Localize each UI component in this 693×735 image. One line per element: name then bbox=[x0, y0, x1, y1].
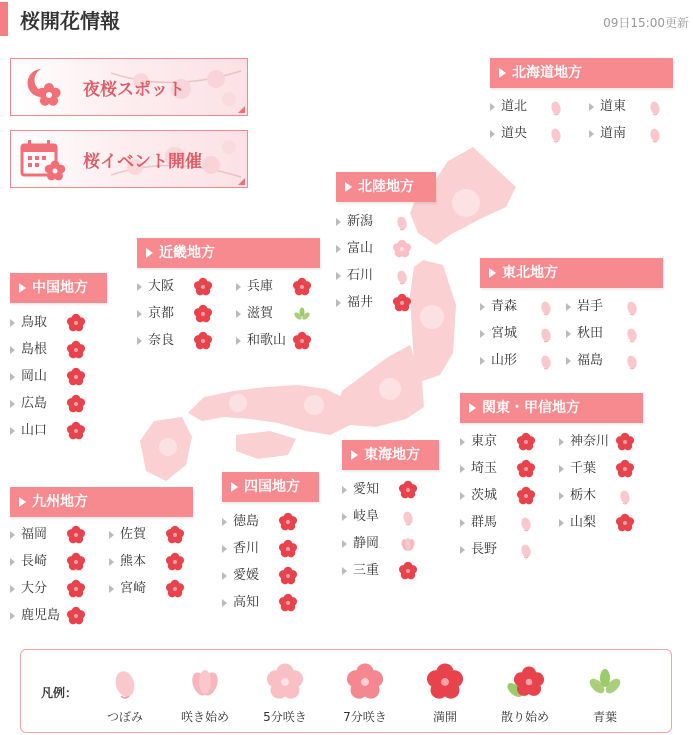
bud-sakura-icon bbox=[392, 212, 412, 232]
bud-sakura-icon bbox=[645, 124, 665, 144]
bloom-status-full bbox=[165, 579, 185, 599]
pref-name: 福島 bbox=[577, 353, 604, 368]
triangle-bullet-icon bbox=[460, 438, 465, 446]
pref-name: 広島 bbox=[21, 396, 48, 411]
bud-sakura-icon bbox=[105, 662, 145, 702]
triangle-bullet-icon bbox=[460, 465, 465, 473]
bloom-status-greenery bbox=[292, 304, 312, 324]
bloom-status-bud bbox=[516, 540, 536, 560]
pref-name: 群馬 bbox=[471, 515, 498, 530]
pref-item-栃木[interactable] bbox=[559, 485, 649, 507]
pref-name: 栃木 bbox=[570, 488, 597, 503]
bud-sakura-icon bbox=[536, 324, 556, 344]
bloom-status-full bbox=[66, 579, 86, 599]
pref-item-茨城[interactable] bbox=[460, 485, 550, 507]
bloom-status-bud bbox=[622, 351, 642, 371]
bloom-status-bud bbox=[516, 513, 536, 533]
bloom-status-start bbox=[398, 534, 418, 554]
triangle-bullet-icon bbox=[589, 103, 594, 111]
full-sakura-icon bbox=[66, 552, 86, 572]
pref-item-山口[interactable] bbox=[10, 420, 100, 442]
pref-name: 長野 bbox=[471, 542, 498, 557]
bloom-status-full bbox=[398, 561, 418, 581]
triangle-bullet-icon bbox=[10, 319, 15, 327]
triangle-bullet-icon bbox=[222, 572, 227, 580]
bloom-status-full bbox=[193, 331, 213, 351]
pref-name: 愛知 bbox=[353, 482, 380, 497]
pref-name: 和歌山 bbox=[247, 333, 287, 348]
pref-name: 宮城 bbox=[491, 326, 518, 341]
bloom-status-full bbox=[615, 459, 635, 479]
pref-item-香川[interactable] bbox=[222, 538, 312, 560]
region-header-tokai: 東海地方 bbox=[342, 440, 439, 470]
pref-name: 長崎 bbox=[21, 554, 48, 569]
full-sakura-icon bbox=[66, 606, 86, 626]
pref-name: 道東 bbox=[600, 99, 627, 114]
pref-name: 道南 bbox=[600, 126, 627, 141]
pref-item-奈良[interactable] bbox=[137, 330, 227, 352]
legend-item-seven bbox=[327, 658, 403, 728]
bloom-status-full bbox=[278, 539, 298, 559]
pref-item-富山[interactable] bbox=[336, 238, 426, 260]
bloom-status-full bbox=[66, 340, 86, 360]
triangle-bullet-icon bbox=[222, 599, 227, 607]
legend-item-half bbox=[247, 658, 323, 728]
triangle-bullet-icon bbox=[137, 310, 142, 318]
pref-item-長崎[interactable] bbox=[10, 551, 100, 573]
pref-item-京都[interactable] bbox=[137, 303, 227, 325]
triangle-bullet-icon bbox=[137, 283, 142, 291]
moon-sakura-icon bbox=[19, 65, 67, 111]
pref-name: 石川 bbox=[347, 268, 374, 283]
full-sakura-icon bbox=[193, 304, 213, 324]
triangle-bullet-icon bbox=[336, 272, 341, 280]
page-title: 桜開花情報 bbox=[20, 9, 120, 33]
bloom-status-full bbox=[392, 293, 412, 313]
triangle-bullet-icon bbox=[566, 357, 571, 365]
pref-name: 奈良 bbox=[148, 333, 175, 348]
bloom-status-full bbox=[278, 593, 298, 613]
triangle-bullet-icon bbox=[10, 373, 15, 381]
pref-name: 鳥取 bbox=[21, 315, 48, 330]
night-sakura-spot-button[interactable] bbox=[10, 58, 248, 116]
page-header bbox=[0, 0, 693, 38]
bloom-status-bud bbox=[392, 266, 412, 286]
full-sakura-icon bbox=[193, 331, 213, 351]
bloom-status-full bbox=[398, 480, 418, 500]
full-sakura-icon bbox=[615, 513, 635, 533]
pref-item-道央[interactable] bbox=[490, 123, 580, 145]
bloom-status-full bbox=[66, 606, 86, 626]
bud-sakura-icon bbox=[622, 324, 642, 344]
legend-label: 咲き始め bbox=[180, 710, 229, 724]
triangle-bullet-icon bbox=[137, 337, 142, 345]
pref-item-鳥取[interactable] bbox=[10, 312, 100, 334]
corner-arrow-icon bbox=[238, 106, 245, 113]
bloom-status-bud bbox=[645, 124, 665, 144]
bud-sakura-icon bbox=[516, 513, 536, 533]
promo-label: 夜桜スポット bbox=[83, 80, 185, 100]
pref-name: 茨城 bbox=[471, 488, 498, 503]
triangle-bullet-icon bbox=[236, 337, 241, 345]
falling-sakura-icon bbox=[505, 662, 545, 702]
pref-name: 山形 bbox=[491, 353, 518, 368]
pref-name: 富山 bbox=[347, 241, 374, 256]
full-sakura-icon bbox=[615, 432, 635, 452]
bloom-status-full bbox=[615, 513, 635, 533]
triangle-bullet-icon bbox=[342, 567, 347, 575]
pref-item-島根[interactable] bbox=[10, 339, 100, 361]
half-sakura-icon bbox=[392, 239, 412, 259]
bud-sakura-icon bbox=[392, 266, 412, 286]
pref-name: 静岡 bbox=[353, 536, 380, 551]
triangle-bullet-icon bbox=[480, 303, 485, 311]
bloom-status-full bbox=[292, 331, 312, 351]
bloom-status-full bbox=[165, 525, 185, 545]
triangle-bullet-icon bbox=[336, 245, 341, 253]
bloom-status-bud bbox=[536, 297, 556, 317]
triangle-bullet-icon bbox=[480, 357, 485, 365]
pref-name: 香川 bbox=[233, 541, 260, 556]
bloom-status-bud bbox=[546, 124, 566, 144]
region-header-hokuriku: 北陸地方 bbox=[336, 172, 436, 202]
triangle-bullet-icon bbox=[566, 330, 571, 338]
pref-name: 徳島 bbox=[233, 514, 260, 529]
bloom-status-full bbox=[66, 367, 86, 387]
pref-name: 高知 bbox=[233, 595, 260, 610]
pref-name: 山口 bbox=[21, 423, 48, 438]
legend-label: 5分咲き bbox=[263, 710, 307, 724]
updated-timestamp: 09日15:00更新 bbox=[603, 16, 689, 30]
triangle-bullet-icon bbox=[342, 513, 347, 521]
full-sakura-icon bbox=[292, 331, 312, 351]
pref-name: 宮崎 bbox=[120, 581, 147, 596]
pref-item-福井[interactable] bbox=[336, 292, 426, 314]
pref-item-埼玉[interactable] bbox=[460, 458, 550, 480]
pref-item-広島[interactable] bbox=[10, 393, 100, 415]
pref-name: 秋田 bbox=[577, 326, 604, 341]
full-sakura-icon bbox=[66, 313, 86, 333]
region-header-kanto: 関東・甲信地方 bbox=[460, 393, 643, 423]
pref-item-岡山[interactable] bbox=[10, 366, 100, 388]
pref-item-青森[interactable] bbox=[480, 296, 570, 318]
triangle-bullet-icon bbox=[222, 545, 227, 553]
bloom-status-bud bbox=[645, 97, 665, 117]
pref-item-岐阜[interactable] bbox=[342, 506, 432, 528]
triangle-bullet-icon bbox=[222, 518, 227, 526]
pref-name: 滋賀 bbox=[247, 306, 274, 321]
bloom-status-full bbox=[66, 313, 86, 333]
pref-name: 青森 bbox=[491, 299, 518, 314]
full-sakura-icon bbox=[66, 525, 86, 545]
bloom-status-full bbox=[165, 552, 185, 572]
pref-item-道南[interactable] bbox=[589, 123, 679, 145]
header-accent-bar bbox=[0, 2, 8, 36]
triangle-bullet-icon bbox=[236, 310, 241, 318]
pref-name: 埼玉 bbox=[471, 461, 498, 476]
bloom-status-full bbox=[615, 432, 635, 452]
bloom-status-full bbox=[66, 394, 86, 414]
pref-item-秋田[interactable] bbox=[566, 323, 656, 345]
full-sakura-icon bbox=[615, 459, 635, 479]
greenery-sakura-icon bbox=[585, 662, 625, 702]
full-sakura-icon bbox=[398, 480, 418, 500]
start-sakura-icon bbox=[398, 534, 418, 554]
pref-item-福岡[interactable] bbox=[10, 524, 100, 546]
full-sakura-icon bbox=[278, 566, 298, 586]
pref-item-宮崎[interactable] bbox=[109, 578, 199, 600]
pref-item-滋賀[interactable] bbox=[236, 303, 326, 325]
promo-label: 桜イベント開催 bbox=[83, 152, 202, 172]
full-sakura-icon bbox=[392, 293, 412, 313]
triangle-bullet-icon bbox=[109, 558, 114, 566]
bud-sakura-icon bbox=[645, 97, 665, 117]
bud-sakura-icon bbox=[536, 351, 556, 371]
pref-item-東京[interactable] bbox=[460, 431, 550, 453]
pref-name: 福岡 bbox=[21, 527, 48, 542]
region-header-kyushu: 九州地方 bbox=[10, 487, 193, 517]
bloom-status-full bbox=[516, 486, 536, 506]
pref-name: 愛媛 bbox=[233, 568, 260, 583]
triangle-bullet-icon bbox=[109, 531, 114, 539]
bloom-status-full bbox=[292, 277, 312, 297]
bud-sakura-icon bbox=[622, 297, 642, 317]
pref-name: 新潟 bbox=[347, 214, 374, 229]
pref-name: 福井 bbox=[347, 295, 374, 310]
bloom-status-bud bbox=[622, 297, 642, 317]
triangle-bullet-icon bbox=[10, 612, 15, 620]
full-sakura-icon bbox=[165, 525, 185, 545]
pref-item-静岡[interactable] bbox=[342, 533, 432, 555]
pref-item-道東[interactable] bbox=[589, 96, 679, 118]
pref-name: 京都 bbox=[148, 306, 175, 321]
pref-item-宮城[interactable] bbox=[480, 323, 570, 345]
legend-label: つぼみ bbox=[106, 710, 143, 724]
bloom-status-bud bbox=[546, 97, 566, 117]
bloom-status-full bbox=[278, 512, 298, 532]
triangle-bullet-icon bbox=[10, 427, 15, 435]
full-sakura-icon bbox=[66, 579, 86, 599]
bloom-status-full bbox=[193, 304, 213, 324]
triangle-bullet-icon bbox=[336, 218, 341, 226]
bud-sakura-icon bbox=[615, 486, 635, 506]
pref-item-大分[interactable] bbox=[10, 578, 100, 600]
full-sakura-icon bbox=[278, 512, 298, 532]
bloom-status-full bbox=[66, 421, 86, 441]
triangle-bullet-icon bbox=[460, 519, 465, 527]
pref-item-山梨[interactable] bbox=[559, 512, 649, 534]
pref-item-群馬[interactable] bbox=[460, 512, 550, 534]
full-sakura-icon bbox=[516, 432, 536, 452]
pref-item-鹿児島[interactable] bbox=[10, 605, 100, 627]
triangle-bullet-icon bbox=[490, 103, 495, 111]
legend-item-full bbox=[407, 658, 483, 728]
triangle-bullet-icon bbox=[336, 299, 341, 307]
pref-name: 岐阜 bbox=[353, 509, 380, 524]
triangle-bullet-icon bbox=[10, 531, 15, 539]
legend-box bbox=[20, 649, 672, 733]
pref-name: 岩手 bbox=[577, 299, 604, 314]
triangle-bullet-icon bbox=[10, 585, 15, 593]
legend-item-falling bbox=[487, 658, 563, 728]
bloom-status-bud bbox=[622, 324, 642, 344]
bloom-status-bud bbox=[398, 507, 418, 527]
bloom-status-half bbox=[392, 239, 412, 259]
triangle-bullet-icon bbox=[10, 346, 15, 354]
pref-item-愛知[interactable] bbox=[342, 479, 432, 501]
bud-sakura-icon bbox=[516, 540, 536, 560]
pref-item-熊本[interactable] bbox=[109, 551, 199, 573]
full-sakura-icon bbox=[66, 340, 86, 360]
triangle-bullet-icon bbox=[109, 585, 114, 593]
full-sakura-icon bbox=[66, 421, 86, 441]
calendar-sakura-icon bbox=[19, 137, 67, 183]
pref-name: 岡山 bbox=[21, 369, 48, 384]
bud-sakura-icon bbox=[398, 507, 418, 527]
full-sakura-icon bbox=[66, 394, 86, 414]
triangle-bullet-icon bbox=[566, 303, 571, 311]
pref-item-福島[interactable] bbox=[566, 350, 656, 372]
full-sakura-icon bbox=[425, 662, 465, 702]
full-sakura-icon bbox=[516, 486, 536, 506]
triangle-bullet-icon bbox=[10, 400, 15, 408]
pref-item-高知[interactable] bbox=[222, 592, 312, 614]
pref-name: 神奈川 bbox=[570, 434, 610, 449]
pref-item-和歌山[interactable] bbox=[236, 330, 326, 352]
region-header-shikoku: 四国地方 bbox=[222, 472, 319, 502]
start-sakura-icon bbox=[185, 662, 225, 702]
full-sakura-icon bbox=[278, 593, 298, 613]
bloom-status-bud bbox=[392, 212, 412, 232]
pref-item-道北[interactable] bbox=[490, 96, 580, 118]
full-sakura-icon bbox=[278, 539, 298, 559]
triangle-bullet-icon bbox=[559, 465, 564, 473]
pref-item-千葉[interactable] bbox=[559, 458, 649, 480]
pref-name: 山梨 bbox=[570, 515, 597, 530]
pref-name: 大分 bbox=[21, 581, 48, 596]
greenery-sakura-icon bbox=[292, 304, 312, 324]
triangle-bullet-icon bbox=[10, 558, 15, 566]
full-sakura-icon bbox=[165, 552, 185, 572]
bud-sakura-icon bbox=[536, 297, 556, 317]
triangle-bullet-icon bbox=[480, 330, 485, 338]
bloom-status-full bbox=[193, 277, 213, 297]
triangle-bullet-icon bbox=[460, 546, 465, 554]
triangle-bullet-icon bbox=[490, 130, 495, 138]
bloom-status-full bbox=[516, 459, 536, 479]
bloom-status-full bbox=[516, 432, 536, 452]
pref-item-石川[interactable] bbox=[336, 265, 426, 287]
pref-item-兵庫[interactable] bbox=[236, 276, 326, 298]
legend-title: 凡例： bbox=[41, 686, 78, 700]
pref-item-大阪[interactable] bbox=[137, 276, 227, 298]
region-header-chugoku: 中国地方 bbox=[10, 273, 107, 303]
full-sakura-icon bbox=[292, 277, 312, 297]
half-sakura-icon bbox=[265, 662, 305, 702]
full-sakura-icon bbox=[516, 459, 536, 479]
region-header-kinki: 近畿地方 bbox=[137, 238, 320, 268]
full-sakura-icon bbox=[66, 367, 86, 387]
bloom-status-full bbox=[66, 525, 86, 545]
pref-name: 兵庫 bbox=[247, 279, 274, 294]
legend-label: 満開 bbox=[432, 710, 457, 724]
region-header-hokkaido: 北海道地方 bbox=[490, 58, 673, 88]
bloom-status-full bbox=[278, 566, 298, 586]
pref-item-徳島[interactable] bbox=[222, 511, 312, 533]
triangle-bullet-icon bbox=[460, 492, 465, 500]
seven-sakura-icon bbox=[345, 662, 385, 702]
pref-item-長野[interactable] bbox=[460, 539, 550, 561]
legend-label: 青葉 bbox=[592, 710, 617, 724]
pref-name: 東京 bbox=[471, 434, 498, 449]
pref-item-神奈川[interactable] bbox=[559, 431, 649, 453]
legend-item-start bbox=[167, 658, 243, 728]
legend-label: 散り始め bbox=[500, 710, 549, 724]
triangle-bullet-icon bbox=[559, 519, 564, 527]
triangle-bullet-icon bbox=[342, 540, 347, 548]
bloom-status-bud bbox=[536, 351, 556, 371]
region-header-tohoku: 東北地方 bbox=[480, 258, 663, 288]
pref-name: 鹿児島 bbox=[21, 608, 61, 623]
legend-item-greenery bbox=[567, 658, 643, 728]
triangle-bullet-icon bbox=[342, 486, 347, 494]
pref-name: 道央 bbox=[501, 126, 528, 141]
pref-item-愛媛[interactable] bbox=[222, 565, 312, 587]
bloom-status-bud bbox=[536, 324, 556, 344]
pref-item-三重[interactable] bbox=[342, 560, 432, 582]
pref-name: 佐賀 bbox=[120, 527, 147, 542]
bloom-status-full bbox=[66, 552, 86, 572]
triangle-bullet-icon bbox=[559, 492, 564, 500]
triangle-bullet-icon bbox=[236, 283, 241, 291]
legend-item-bud bbox=[87, 658, 163, 728]
pref-name: 大阪 bbox=[148, 279, 175, 294]
full-sakura-icon bbox=[193, 277, 213, 297]
legend-label: 7分咲き bbox=[343, 710, 387, 724]
pref-name: 道北 bbox=[501, 99, 528, 114]
bud-sakura-icon bbox=[546, 124, 566, 144]
pref-name: 三重 bbox=[353, 563, 380, 578]
pref-item-新潟[interactable] bbox=[336, 211, 426, 233]
bud-sakura-icon bbox=[622, 351, 642, 371]
bloom-status-bud bbox=[615, 486, 635, 506]
pref-item-佐賀[interactable] bbox=[109, 524, 199, 546]
pref-name: 島根 bbox=[21, 342, 48, 357]
bud-sakura-icon bbox=[546, 97, 566, 117]
pref-name: 千葉 bbox=[570, 461, 597, 476]
triangle-bullet-icon bbox=[589, 130, 594, 138]
full-sakura-icon bbox=[165, 579, 185, 599]
pref-item-岩手[interactable] bbox=[566, 296, 656, 318]
triangle-bullet-icon bbox=[559, 438, 564, 446]
full-sakura-icon bbox=[398, 561, 418, 581]
pref-item-山形[interactable] bbox=[480, 350, 570, 372]
pref-name: 熊本 bbox=[120, 554, 147, 569]
